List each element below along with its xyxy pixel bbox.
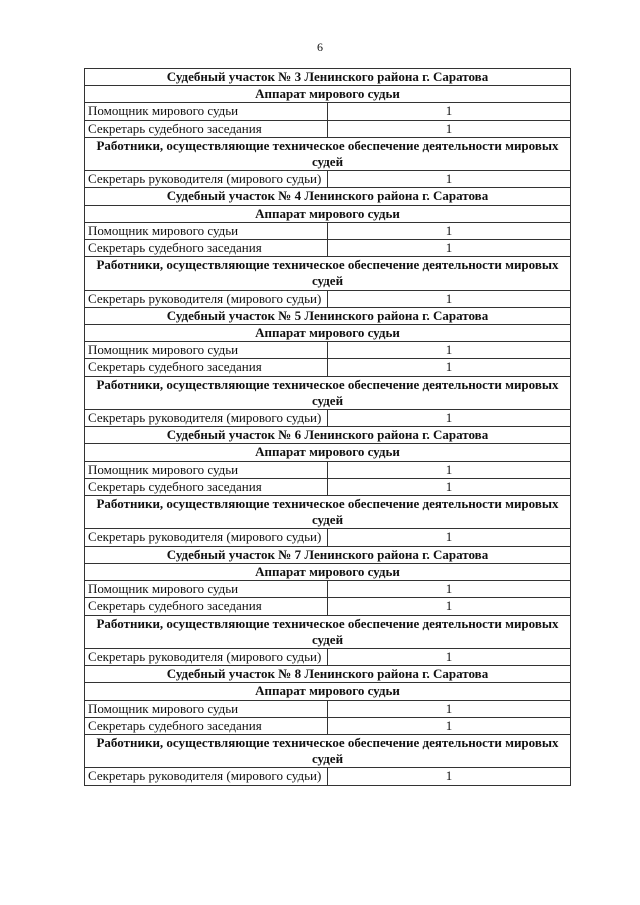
apparatus-header-row [85, 205, 571, 222]
tech-header-row [85, 496, 571, 529]
position-count: 1 [328, 120, 571, 137]
section-title-row [85, 546, 571, 563]
table-row [85, 240, 571, 257]
position-label: Секретарь руководителя (мирового судьи) [85, 529, 328, 546]
table-row [85, 581, 571, 598]
apparatus-header: Аппарат мирового судьи [85, 683, 571, 700]
apparatus-header: Аппарат мирового судьи [85, 563, 571, 580]
table-row [85, 410, 571, 427]
table-row [85, 478, 571, 495]
position-label: Секретарь судебного заседания [85, 598, 328, 615]
position-count: 1 [328, 461, 571, 478]
section-title: Судебный участок № 5 Ленинского района г. Саратова [85, 307, 571, 324]
position-count: 1 [328, 581, 571, 598]
tech-support-header: Работники, осуществляющие техническое обеспечение деятельности мировых судей [85, 137, 571, 170]
position-count: 1 [328, 529, 571, 546]
table-row [85, 222, 571, 239]
position-label: Помощник мирового судьи [85, 461, 328, 478]
apparatus-header: Аппарат мирового судьи [85, 444, 571, 461]
position-label: Помощник мирового судьи [85, 581, 328, 598]
tech-support-header: Работники, осуществляющие техническое обеспечение деятельности мировых судей [85, 257, 571, 290]
section-title-row [85, 307, 571, 324]
apparatus-header-row [85, 86, 571, 103]
position-count: 1 [328, 648, 571, 665]
position-count: 1 [328, 700, 571, 717]
section-title-row [85, 188, 571, 205]
table-row [85, 290, 571, 307]
table-row [85, 120, 571, 137]
table-row [85, 359, 571, 376]
tech-header-row [85, 615, 571, 648]
position-count: 1 [328, 598, 571, 615]
position-count: 1 [328, 290, 571, 307]
table-row [85, 171, 571, 188]
position-count: 1 [328, 478, 571, 495]
position-count: 1 [328, 171, 571, 188]
position-count: 1 [328, 222, 571, 239]
table-row [85, 342, 571, 359]
position-count: 1 [328, 410, 571, 427]
apparatus-header-row [85, 563, 571, 580]
tech-header-row [85, 137, 571, 170]
tech-support-header: Работники, осуществляющие техническое обеспечение деятельности мировых судей [85, 615, 571, 648]
position-label: Секретарь руководителя (мирового судьи) [85, 290, 328, 307]
staffing-table-body [85, 69, 571, 786]
position-label: Помощник мирового судьи [85, 222, 328, 239]
tech-support-header: Работники, осуществляющие техническое обеспечение деятельности мировых судей [85, 496, 571, 529]
tech-support-header: Работники, осуществляющие техническое обеспечение деятельности мировых судей [85, 734, 571, 767]
position-label: Помощник мирового судьи [85, 103, 328, 120]
position-count: 1 [328, 103, 571, 120]
position-label: Секретарь руководителя (мирового судьи) [85, 410, 328, 427]
position-label: Секретарь руководителя (мирового судьи) [85, 768, 328, 785]
position-count: 1 [328, 717, 571, 734]
section-title: Судебный участок № 6 Ленинского района г. Саратова [85, 427, 571, 444]
apparatus-header-row [85, 325, 571, 342]
table-row [85, 717, 571, 734]
table-row [85, 529, 571, 546]
tech-support-header: Работники, осуществляющие техническое обеспечение деятельности мировых судей [85, 376, 571, 409]
position-label: Секретарь судебного заседания [85, 120, 328, 137]
position-label: Секретарь судебного заседания [85, 359, 328, 376]
position-count: 1 [328, 240, 571, 257]
page-number: 6 [317, 40, 323, 54]
tech-header-row [85, 376, 571, 409]
table-row [85, 700, 571, 717]
apparatus-header-row [85, 683, 571, 700]
position-label: Помощник мирового судьи [85, 700, 328, 717]
position-label: Секретарь руководителя (мирового судьи) [85, 171, 328, 188]
tech-header-row [85, 734, 571, 767]
section-title-row [85, 427, 571, 444]
table-row [85, 598, 571, 615]
staffing-table-container [84, 68, 571, 786]
table-row [85, 648, 571, 665]
tech-header-row [85, 257, 571, 290]
section-title: Судебный участок № 3 Ленинского района г. Саратова [85, 69, 571, 86]
position-count: 1 [328, 359, 571, 376]
table-row [85, 768, 571, 785]
apparatus-header: Аппарат мирового судьи [85, 86, 571, 103]
position-count: 1 [328, 768, 571, 785]
staffing-table [84, 68, 571, 786]
position-label: Помощник мирового судьи [85, 342, 328, 359]
position-label: Секретарь судебного заседания [85, 478, 328, 495]
section-title: Судебный участок № 8 Ленинского района г. Саратова [85, 666, 571, 683]
apparatus-header-row [85, 444, 571, 461]
position-label: Секретарь судебного заседания [85, 240, 328, 257]
apparatus-header: Аппарат мирового судьи [85, 205, 571, 222]
table-row [85, 461, 571, 478]
table-row [85, 103, 571, 120]
section-title-row [85, 69, 571, 86]
section-title-row [85, 666, 571, 683]
position-label: Секретарь руководителя (мирового судьи) [85, 648, 328, 665]
section-title: Судебный участок № 4 Ленинского района г. Саратова [85, 188, 571, 205]
position-count: 1 [328, 342, 571, 359]
position-label: Секретарь судебного заседания [85, 717, 328, 734]
apparatus-header: Аппарат мирового судьи [85, 325, 571, 342]
section-title: Судебный участок № 7 Ленинского района г. Саратова [85, 546, 571, 563]
